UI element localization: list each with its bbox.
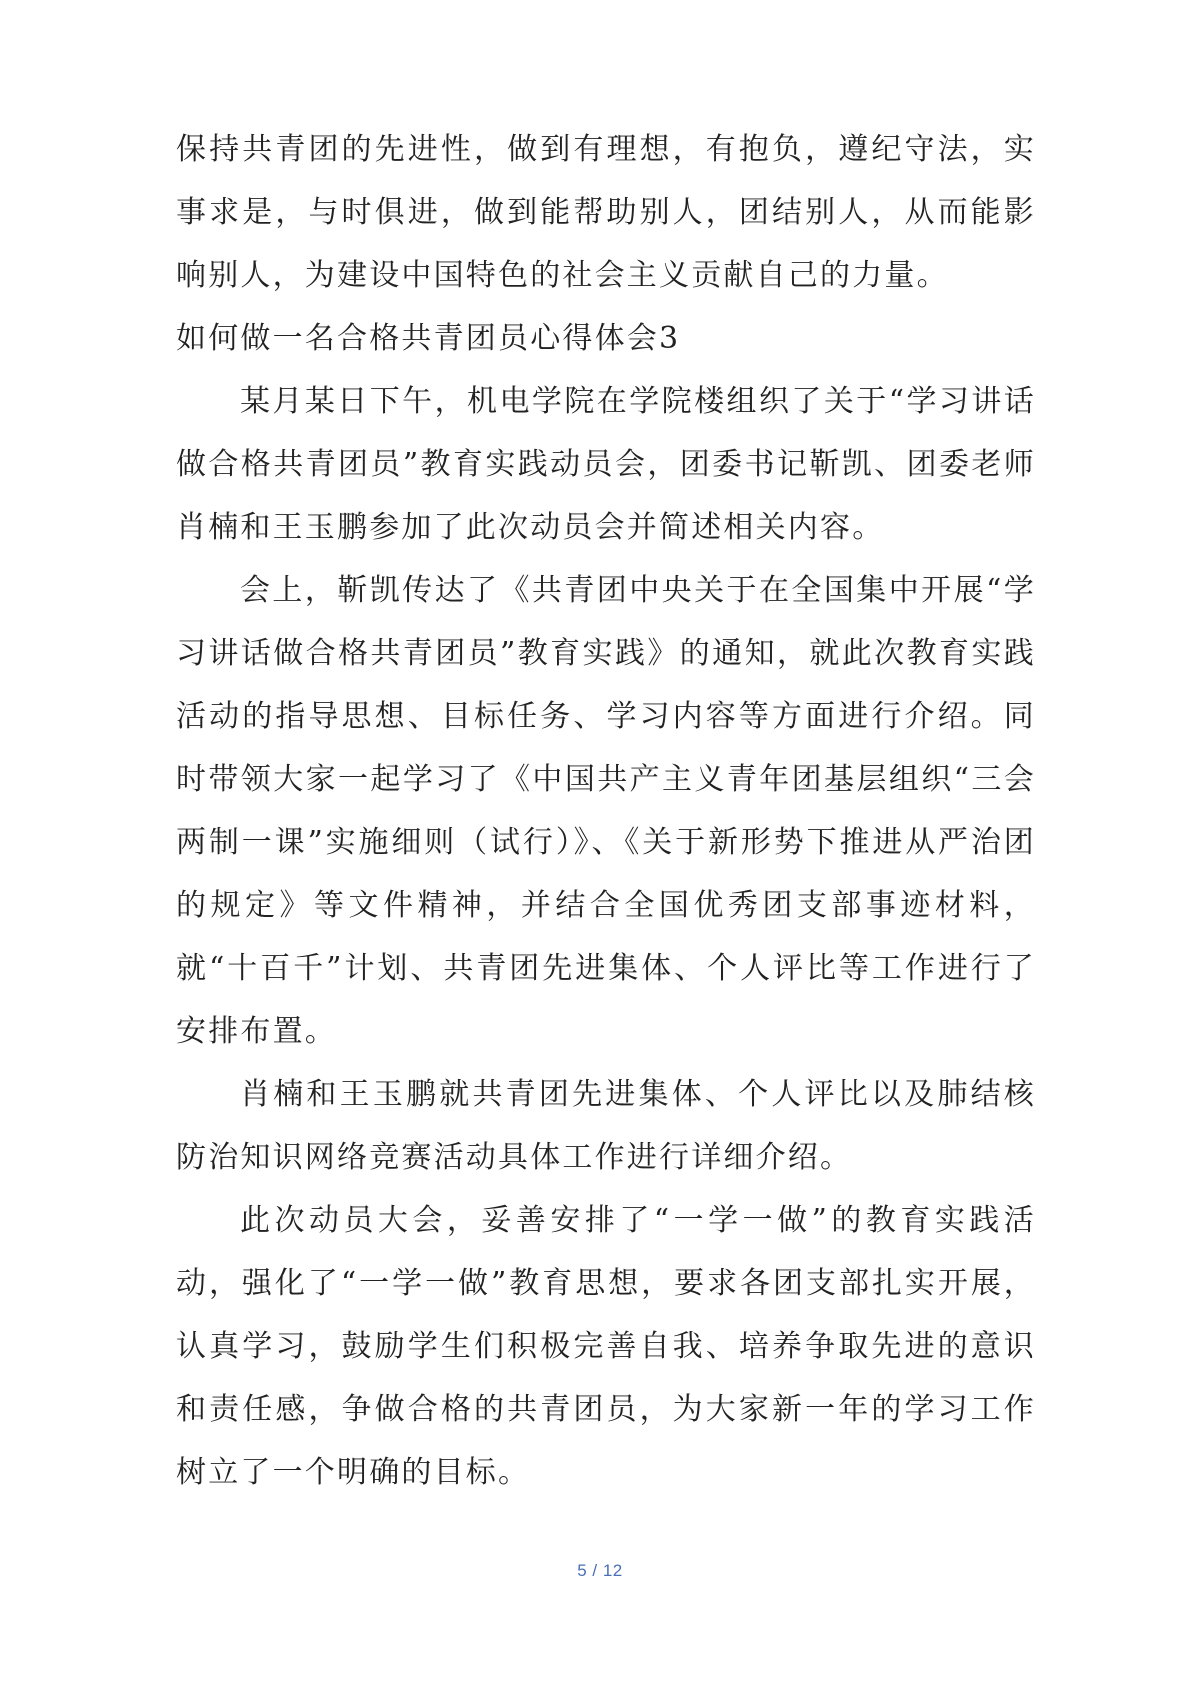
document-body	[176, 118, 1036, 1504]
section-title: 如何做一名合格共青团员心得体会3	[176, 321, 681, 356]
paragraph-3: 肖楠和王玉鹏就共青团先进集体、个人评比以及肺结核防治知识网络竞赛活动具体工作进行详细介绍。	[176, 1077, 1036, 1175]
page-number: 5 / 12	[577, 1561, 623, 1580]
paragraph-4: 此次动员大会，妥善安排了“一学一做”的教育实践活动，强化了“一学一做”教育思想，要求各团支部扎实开展，认真学习，鼓励学生们积极完善自我、培养争取先进的意识和责任感，争做合格的共青团员，为大家新一年的学习工作树立了一个明确的目标。	[176, 1203, 1036, 1490]
paragraph-2: 会上，靳凯传达了《共青团中央关于在全国集中开展“学习讲话做合格共青团员”教育实践》的通知，就此次教育实践活动的指导思想、目标任务、学习内容等方面进行介绍。同时带领大家一起学习了《中国共产主义青年团基层组织“三会两制一课”实施细则（试行）》、《关于新形势下推进从严治团的规定》等文件精神，并结合全国优秀团支部事迹材料，就“十百千”计划、共青团先进集体、个人评比等工作进行了安排布置。	[176, 573, 1036, 1049]
paragraph-continuation: 保持共青团的先进性，做到有理想，有抱负，遵纪守法，实事求是，与时俱进，做到能帮助别人，团结别人，从而能影响别人，为建设中国特色的社会主义贡献自己的力量。	[176, 132, 1036, 293]
paragraph-1: 某月某日下午，机电学院在学院楼组织了关于“学习讲话做合格共青团员”教育实践动员会，团委书记靳凯、团委老师肖楠和王玉鹏参加了此次动员会并简述相关内容。	[176, 384, 1036, 545]
